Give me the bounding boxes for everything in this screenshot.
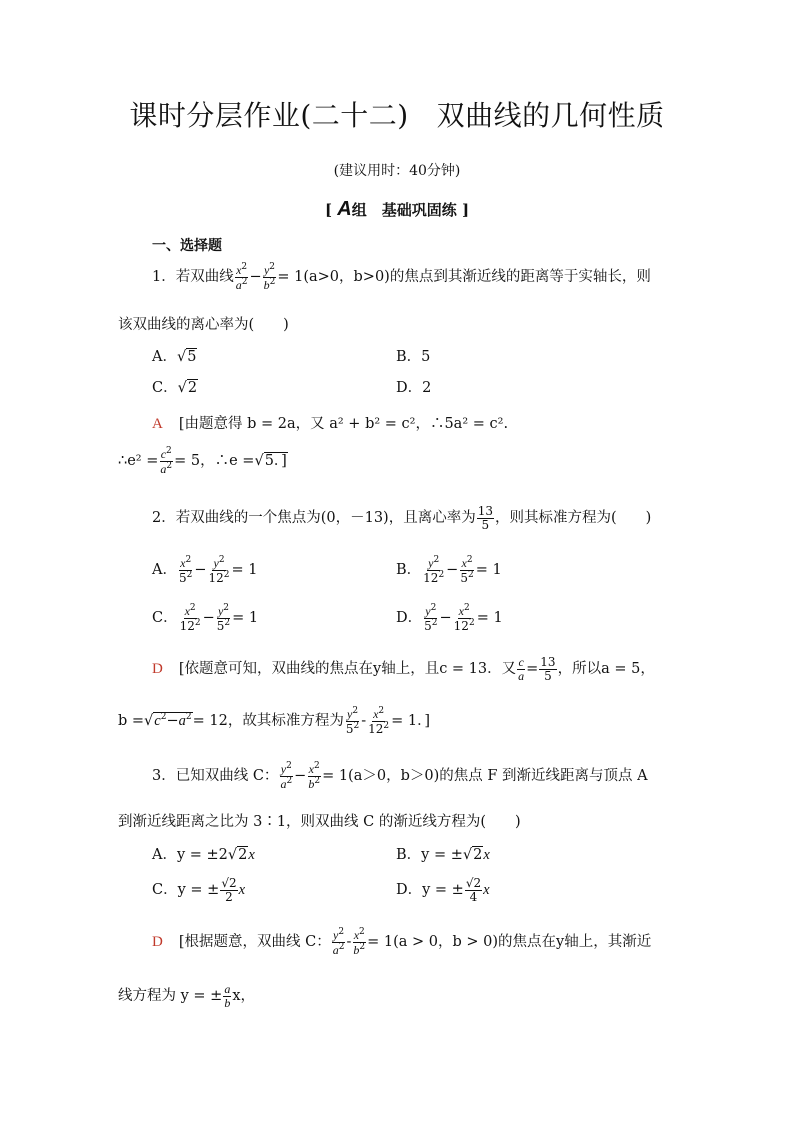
sqrt-icon: √5．]: [254, 453, 287, 470]
q2-opt-b-label: B．: [396, 562, 422, 579]
q2-e-den: 5: [481, 517, 490, 532]
sqrt-icon: √2: [462, 847, 483, 863]
q2-stem: [152, 505, 651, 531]
q1-stem-line2: 该双曲线的离心率为( ): [118, 317, 289, 333]
q1-stem-a: 1．若双曲线: [152, 269, 234, 286]
q2-stem-a: 2．若双曲线的一个焦点为(0，－13)，且离心率为: [152, 510, 476, 527]
q1-stem-line1: 1．若双曲线 $\frac{x^2}{a^2}$ − $\frac{y^2}{b^2}$ = 1(a>0，b>0)的焦点到其渐近线的距离等于实轴长，则: [152, 262, 651, 292]
q1-opt-a-label: A．: [152, 349, 177, 365]
sqrt-icon: √2: [227, 847, 248, 863]
q3-sol2b: x，: [232, 988, 256, 1005]
q1-sol1: [由题意得 b = 2a，又 a² + b² = c²，∴5a² = c².: [178, 416, 509, 432]
q2-frac-e: [477, 505, 494, 531]
q3-stem-line1: 3．已知双曲线 C： $\frac{y^2}{a^2}$ − $\frac{x^2}{b^2}$ = 1(a＞0，b＞0)的焦点 F 到渐近线距离与顶点 A: [152, 761, 648, 791]
q2-sol2b: = 12，故其标准方程为: [192, 713, 344, 730]
q1-option-b: B．5: [396, 349, 431, 365]
q1-sol2b: = 5，∴e =: [174, 453, 255, 470]
section-heading: 一、选择题: [152, 238, 222, 254]
q3-option-a: A．y = ±2√2x: [152, 847, 255, 863]
q1-option-d: D．2: [396, 380, 432, 396]
q2-stem-b: ，则其标准方程为( ): [495, 510, 652, 527]
q1-stem-b: = 1(a>0，b>0)的焦点到其渐近线的距离等于实轴长，则: [277, 269, 651, 286]
q1-option-c: [152, 376, 198, 397]
page-title: [0, 94, 794, 134]
title-sub: 双曲线的几何性质: [436, 99, 665, 132]
q2-sol1b: =: [526, 661, 539, 678]
q1-sol2a: ∴e² =: [118, 453, 159, 470]
q3-opt-c-label: C．y = ±: [152, 882, 220, 899]
q3-option-d: D．y = ± $\frac{√2}{4}$ x: [396, 876, 490, 904]
time-note: (建议用时：40分钟): [333, 163, 461, 179]
q1-frac-x: $\frac{x^2}{a^2}$: [235, 262, 248, 292]
q3-sol1b: = 1(a > 0，b > 0)的焦点在y轴上，其渐近: [367, 934, 652, 951]
q1-sol2c: 5．]: [264, 453, 287, 470]
q2-option-a: A． $\frac{x^2}{5^2}$ − $\frac{y^2}{12^2}$ = 1: [152, 555, 258, 585]
q2-option-b: B． $\frac{y^2}{12^2}$ − $\frac{x^2}{5^2}$ = 1: [396, 555, 502, 585]
q3-solution-line2: 线方程为 y = ± $\frac{a}{b}$ x，: [118, 982, 256, 1010]
q3-answer: D: [152, 934, 163, 951]
q1-frac-y: $\frac{y^2}{b^2}$: [263, 262, 276, 292]
q2-sol1c: ，所以a = 5，: [557, 661, 655, 678]
group-heading: [ A组 基础巩固练 ]: [324, 198, 470, 220]
q1-opt-c-label: C．: [152, 380, 178, 396]
sqrt-icon: √2: [177, 380, 198, 396]
q2-sol2c: = 1．]: [391, 713, 431, 730]
q1-option-a: [152, 345, 197, 366]
sqrt-icon: $√c^2-a^2$: [144, 712, 192, 730]
q3-option-c: C．y = ± $\frac{√2}{2}$ x: [152, 876, 246, 904]
q2-option-d: D． $\frac{y^2}{5^2}$ − $\frac{x^2}{12^2}$ = 1: [396, 603, 503, 633]
q1-frac-ca: $\frac{c^2}{a^2}$: [160, 446, 173, 476]
q1-answer: A: [152, 416, 163, 432]
q2-solution-line2: $b =√c^2-a^2= 12$，故其标准方程为 $\frac{y^2}{5^2}$ - $\frac{x^2}{12^2}$ = 1．]: [118, 706, 431, 736]
q2-opt-c-label: C．: [152, 610, 178, 627]
q2-answer: D: [152, 661, 163, 678]
q3-solution-line1: D [根据题意，双曲线 C： $\frac{y^2}{a^2}$ - $\frac{x^2}{b^2}$ = 1(a > 0，b > 0)的焦点在y轴上，其渐近: [152, 927, 652, 957]
q1-opt-c-val: 2: [187, 380, 198, 396]
q3-sol2a: 线方程为 y = ±: [118, 988, 223, 1005]
q2-opt-d-label: D．: [396, 610, 423, 627]
q3-opt-b-label: B．y = ±: [396, 847, 463, 863]
q2-e-num: 13: [477, 504, 493, 518]
q3-stem-b: = 1(a＞0，b＞0)的焦点 F 到渐近线距离与顶点 A: [322, 768, 648, 785]
q3-option-b: B．y = ±√2x: [396, 847, 490, 863]
title-main: 课时分层作业(二十二): [129, 99, 409, 132]
q2-sol1a: [依题意可知，双曲线的焦点在y轴上，且c = 13．又: [178, 661, 517, 678]
sqrt-icon: √5: [176, 349, 197, 365]
q2-solution-line1: D [依题意可知，双曲线的焦点在y轴上，且c = 13．又 $\frac{c}{a}$ = $\frac{13}{5}$ ，所以a = 5，: [152, 655, 655, 683]
q3-opt-a-label: A．y = ±2: [152, 847, 228, 863]
q3-stem-line2: 到渐近线距离之比为 3∶1，则双曲线 C 的渐近线方程为( ): [118, 814, 521, 830]
q3-sol1a: [根据题意，双曲线 C：: [178, 934, 331, 951]
group-letter: A: [337, 198, 352, 220]
q1-opt-a-val: 5: [187, 349, 197, 365]
q3-opt-d-label: D．y = ±: [396, 882, 464, 899]
q1-solution-line1: [152, 412, 508, 433]
group-label: 组 基础巩固练: [351, 201, 457, 219]
q1-solution-line2: [118, 447, 288, 475]
q2-sol2a: b =: [118, 713, 145, 730]
q2-option-c: C． $\frac{x^2}{12^2}$ − $\frac{y^2}{5^2}$ = 1: [152, 603, 259, 633]
q3-stem-a: 3．已知双曲线 C：: [152, 768, 279, 785]
q2-opt-a-label: A．: [152, 562, 177, 579]
